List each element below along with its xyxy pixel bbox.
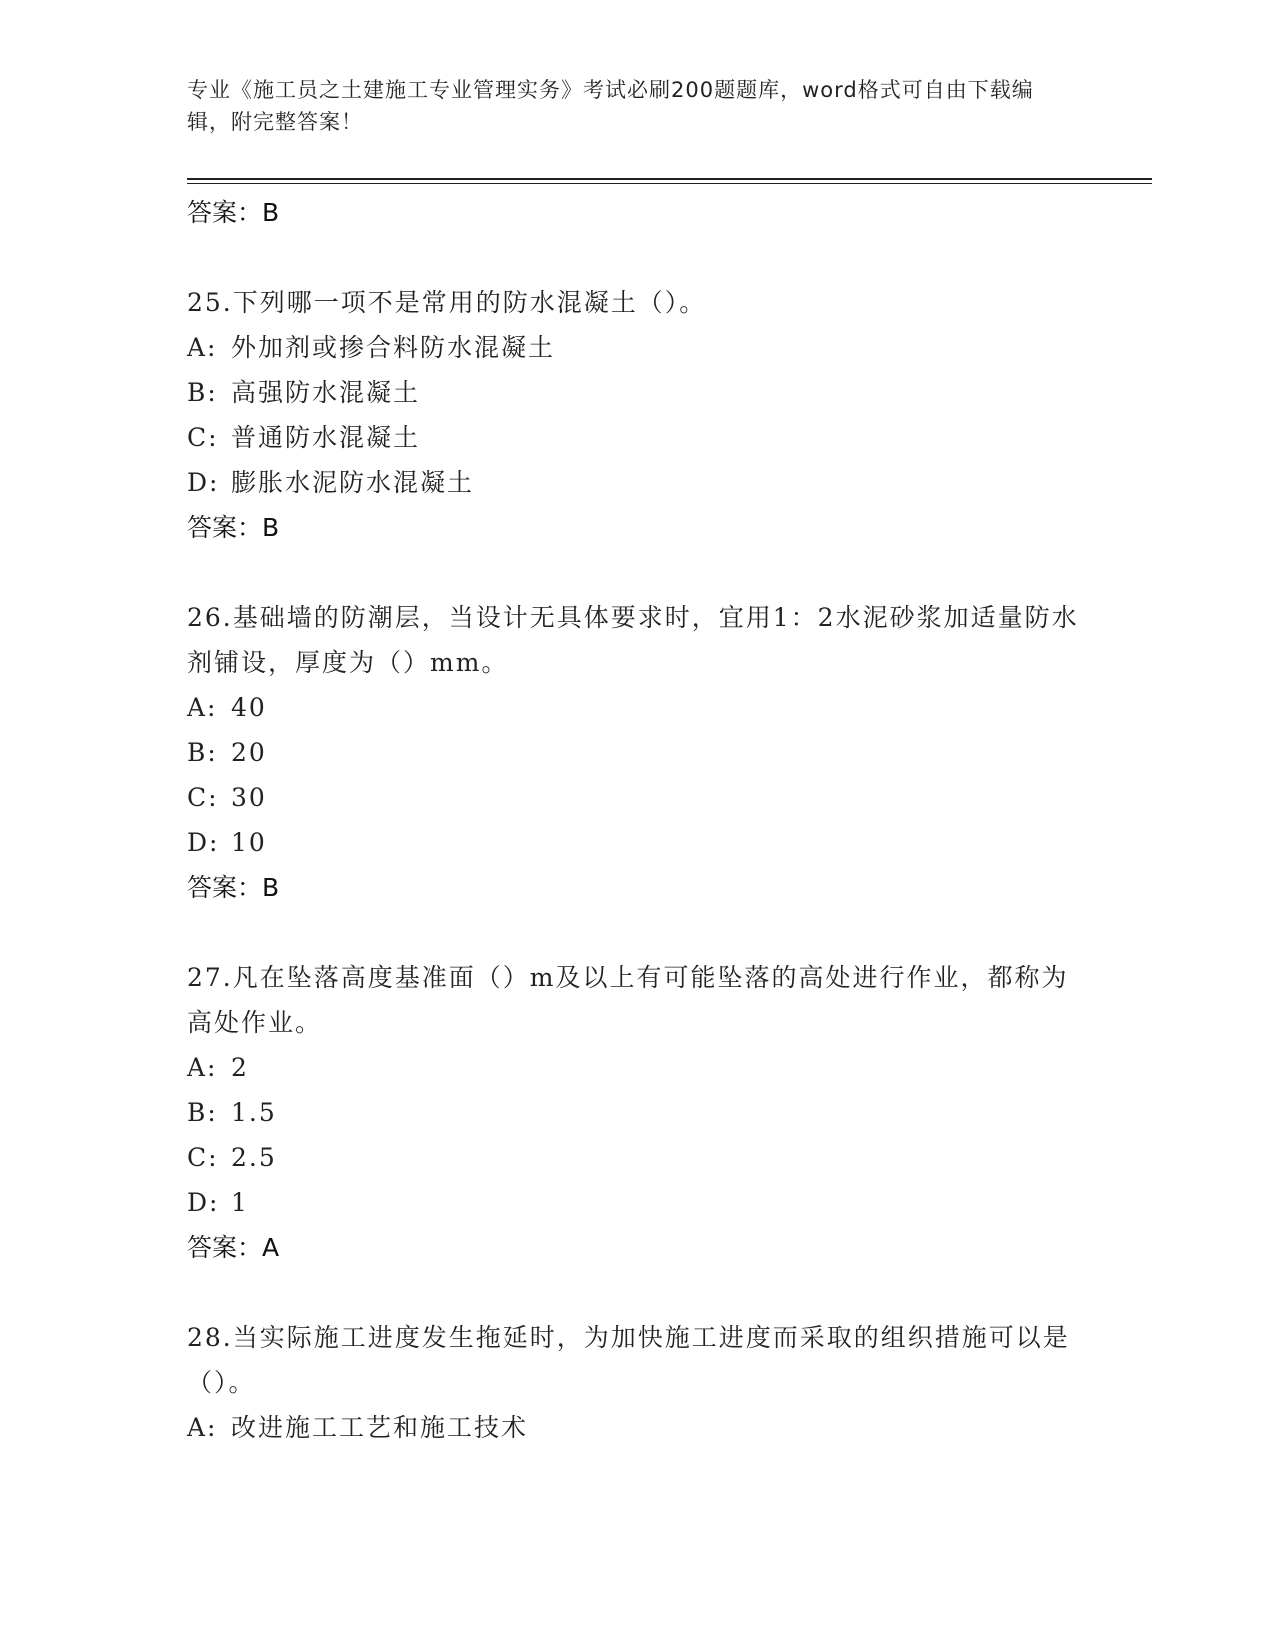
answer-line: 答案：A — [187, 1233, 280, 1262]
option-letter: A: — [187, 1053, 218, 1082]
option-letter: D: — [187, 468, 220, 497]
option-a — [187, 1405, 1087, 1450]
option-text: 40 — [231, 693, 267, 722]
option-text: 2.5 — [231, 1143, 277, 1172]
header-divider-thin — [187, 183, 1152, 184]
option-d — [187, 1180, 1087, 1225]
option-text: 2 — [231, 1053, 249, 1082]
option-letter: C: — [187, 1143, 219, 1172]
question-stem: 28.当实际施工进度发生拖延时，为加快施工进度而采取的组织措施可以是（）。 — [187, 1323, 1070, 1397]
option-a — [187, 325, 1087, 370]
option-d — [187, 820, 1087, 865]
option-text: 高强防水混凝土 — [231, 378, 421, 407]
option-a — [187, 685, 1087, 730]
question-stem: 27.凡在坠落高度基准面（）m及以上有可能坠落的高处进行作业，都称为高处作业。 — [187, 963, 1069, 1037]
option-a — [187, 1045, 1087, 1090]
option-b — [187, 1090, 1087, 1135]
option-b — [187, 730, 1087, 775]
option-d — [187, 460, 1087, 505]
answer-line: 答案：B — [187, 873, 280, 902]
option-c — [187, 775, 1087, 820]
option-text: 20 — [231, 738, 267, 767]
question-stem: 26.基础墙的防潮层，当设计无具体要求时，宜用1：2水泥砂浆加适量防水剂铺设，厚度为（）mm。 — [187, 603, 1079, 677]
option-letter: C: — [187, 423, 219, 452]
option-letter: B: — [187, 1098, 218, 1127]
option-text: 30 — [231, 783, 267, 812]
answer-line: 答案：B — [187, 198, 280, 227]
option-letter: B: — [187, 738, 218, 767]
option-letter: B: — [187, 378, 218, 407]
option-text: 膨胀水泥防水混凝土 — [231, 468, 475, 497]
option-letter: A: — [187, 693, 218, 722]
option-text: 1 — [231, 1188, 249, 1217]
question-stem: 25.下列哪一项不是常用的防水混凝土（）。 — [187, 288, 707, 317]
option-letter: D: — [187, 828, 220, 857]
option-text: 外加剂或掺合料防水混凝土 — [231, 333, 556, 362]
answer-line: 答案：B — [187, 513, 280, 542]
option-text: 普通防水混凝土 — [231, 423, 421, 452]
option-letter: D: — [187, 1188, 220, 1217]
question-block — [187, 280, 1087, 550]
question-list — [187, 190, 1087, 1450]
option-letter: A: — [187, 1413, 218, 1442]
header-divider — [187, 178, 1152, 180]
option-text: 10 — [231, 828, 267, 857]
option-text: 改进施工工艺和施工技术 — [231, 1413, 529, 1442]
option-letter: A: — [187, 333, 218, 362]
question-block — [187, 1315, 1087, 1450]
option-c — [187, 1135, 1087, 1180]
question-block — [187, 595, 1087, 910]
question-block — [187, 955, 1087, 1270]
option-b — [187, 370, 1087, 415]
page-header: 专业《施工员之土建施工专业管理实务》考试必刷200题题库，word格式可自由下载编辑，附完整答案！ — [187, 78, 1034, 134]
option-letter: C: — [187, 783, 219, 812]
option-c — [187, 415, 1087, 460]
option-text: 1.5 — [231, 1098, 277, 1127]
